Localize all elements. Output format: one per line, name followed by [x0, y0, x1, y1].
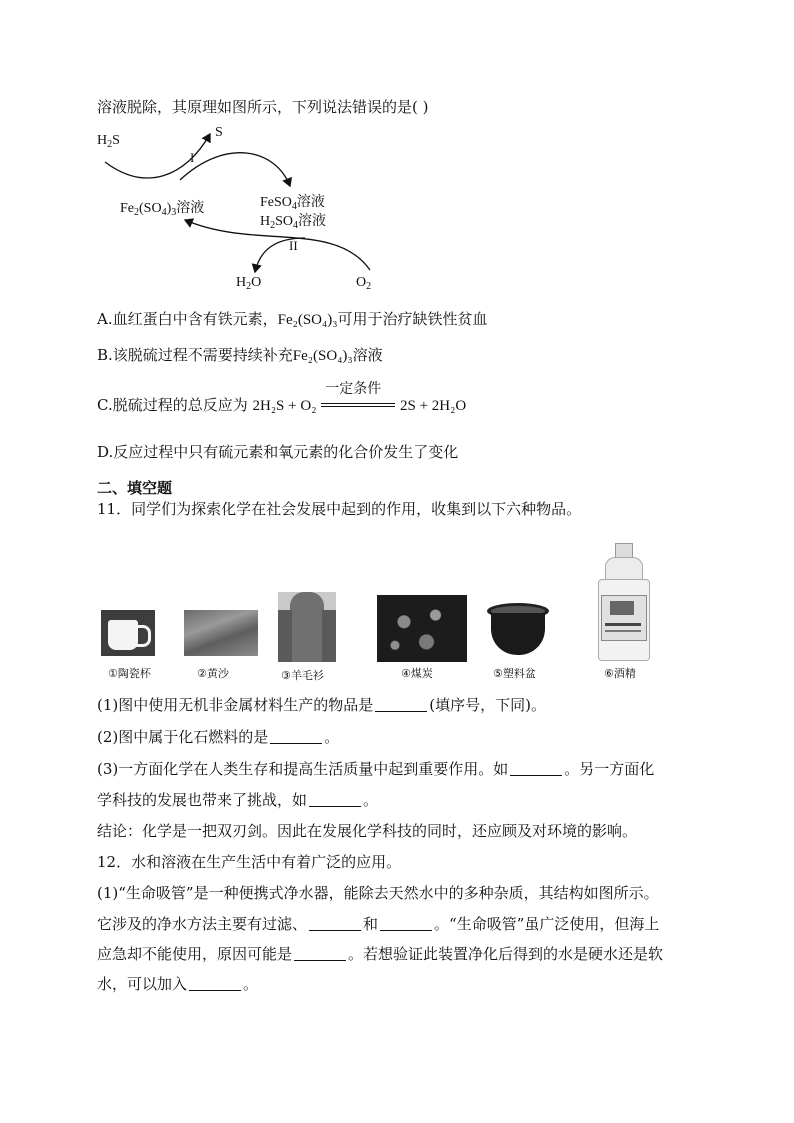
option-c: C.脱硫过程的总反应为 2H₂S + O₂ 一定条件 2S + 2H₂O: [97, 381, 467, 414]
q11-part2: (2)图中属于化石燃料的是 。: [97, 728, 340, 746]
reaction-condition: 一定条件: [321, 395, 395, 415]
section-title: 二、填空题: [97, 479, 173, 497]
answer-blank[interactable]: [510, 761, 562, 776]
plastic-basin-image: [487, 603, 549, 658]
label-feso4: FeSO$_4$溶液: [260, 195, 325, 212]
label-s: S: [215, 125, 223, 140]
label-h2o: $H_2O$: [236, 275, 262, 292]
answer-blank[interactable]: [309, 916, 361, 931]
answer-blank[interactable]: [270, 729, 322, 744]
item-label-4: ④煤炭: [401, 667, 433, 680]
sweater-image: [278, 592, 336, 662]
q12-line1: (1)“生命吸管”是一种便携式净水器，能除去天然水中的多种杂质，其结构如图所示。: [97, 884, 659, 902]
answer-blank[interactable]: [189, 976, 241, 991]
alcohol-bottle-image: [596, 543, 650, 660]
item-label-5: ⑤塑料盆: [493, 667, 536, 680]
q12-line3: 应急却不能使用，原因可能是 。若想验证此装置净化后得到的水是硬水还是软: [97, 945, 664, 963]
q11-stem: 11．同学们为探索化学在社会发展中起到的作用，收集到以下六种物品。: [97, 500, 582, 518]
label-o2: $O_2$: [356, 275, 372, 292]
arrow-fe2-to-feso4: [180, 153, 290, 186]
item-label-1: ①陶瓷杯: [108, 667, 151, 680]
q12-stem: 12．水和溶液在生产生活中有着广泛的应用。: [97, 853, 402, 871]
option-a: A.血红蛋白中含有铁元素，Fe₂(SO₄)₃可用于治疗缺铁性贫血: [97, 310, 488, 328]
q12-line4: 水，可以加入 。: [97, 975, 259, 993]
coal-image: [377, 595, 467, 662]
option-d: D.反应过程中只有硫元素和氧元素的化合价发生了变化: [97, 443, 459, 461]
option-b: B.该脱硫过程不需要持续补充Fe₂(SO₄)₃溶液: [97, 346, 383, 364]
q11-part1: (1)图中使用无机非金属材料生产的物品是 (填序号，下同)。: [97, 696, 546, 714]
q12-line2: 它涉及的净水方法主要有过滤、 和 。“生命吸管”虽广泛使用，但海上: [97, 915, 660, 933]
item-label-3: ③羊毛衫: [281, 669, 324, 682]
label-step-i: I: [190, 150, 195, 165]
item-label-2: ②黄沙: [197, 667, 229, 680]
answer-blank[interactable]: [309, 792, 361, 807]
label-step-ii: II: [289, 238, 298, 253]
item-label-6: ⑥酒精: [604, 667, 636, 680]
q11-part3-cont: 学科技的发展也带来了挑战，如 。: [97, 791, 379, 809]
answer-blank[interactable]: [294, 946, 346, 961]
label-fe2so43: $Fe_2(SO_4)_3$溶液: [120, 201, 205, 218]
label-h2so4: $H_2SO_4$溶液: [260, 214, 327, 231]
sand-image: [184, 610, 258, 656]
answer-blank[interactable]: [380, 916, 432, 931]
label-h2s: $H_2S$: [97, 133, 120, 150]
question-intro: 溶液脱除，其原理如图所示，下列说法错误的是( ): [97, 98, 429, 116]
q11-part3: (3)一方面化学在人类生存和提高生活质量中起到重要作用。如 。另一方面化: [97, 760, 655, 778]
ceramic-cup-image: [101, 610, 155, 656]
q11-conclusion: 结论：化学是一把双刃剑。因此在发展化学科技的同时，还应顾及对环境的影响。: [97, 822, 638, 840]
answer-blank[interactable]: [375, 697, 427, 712]
